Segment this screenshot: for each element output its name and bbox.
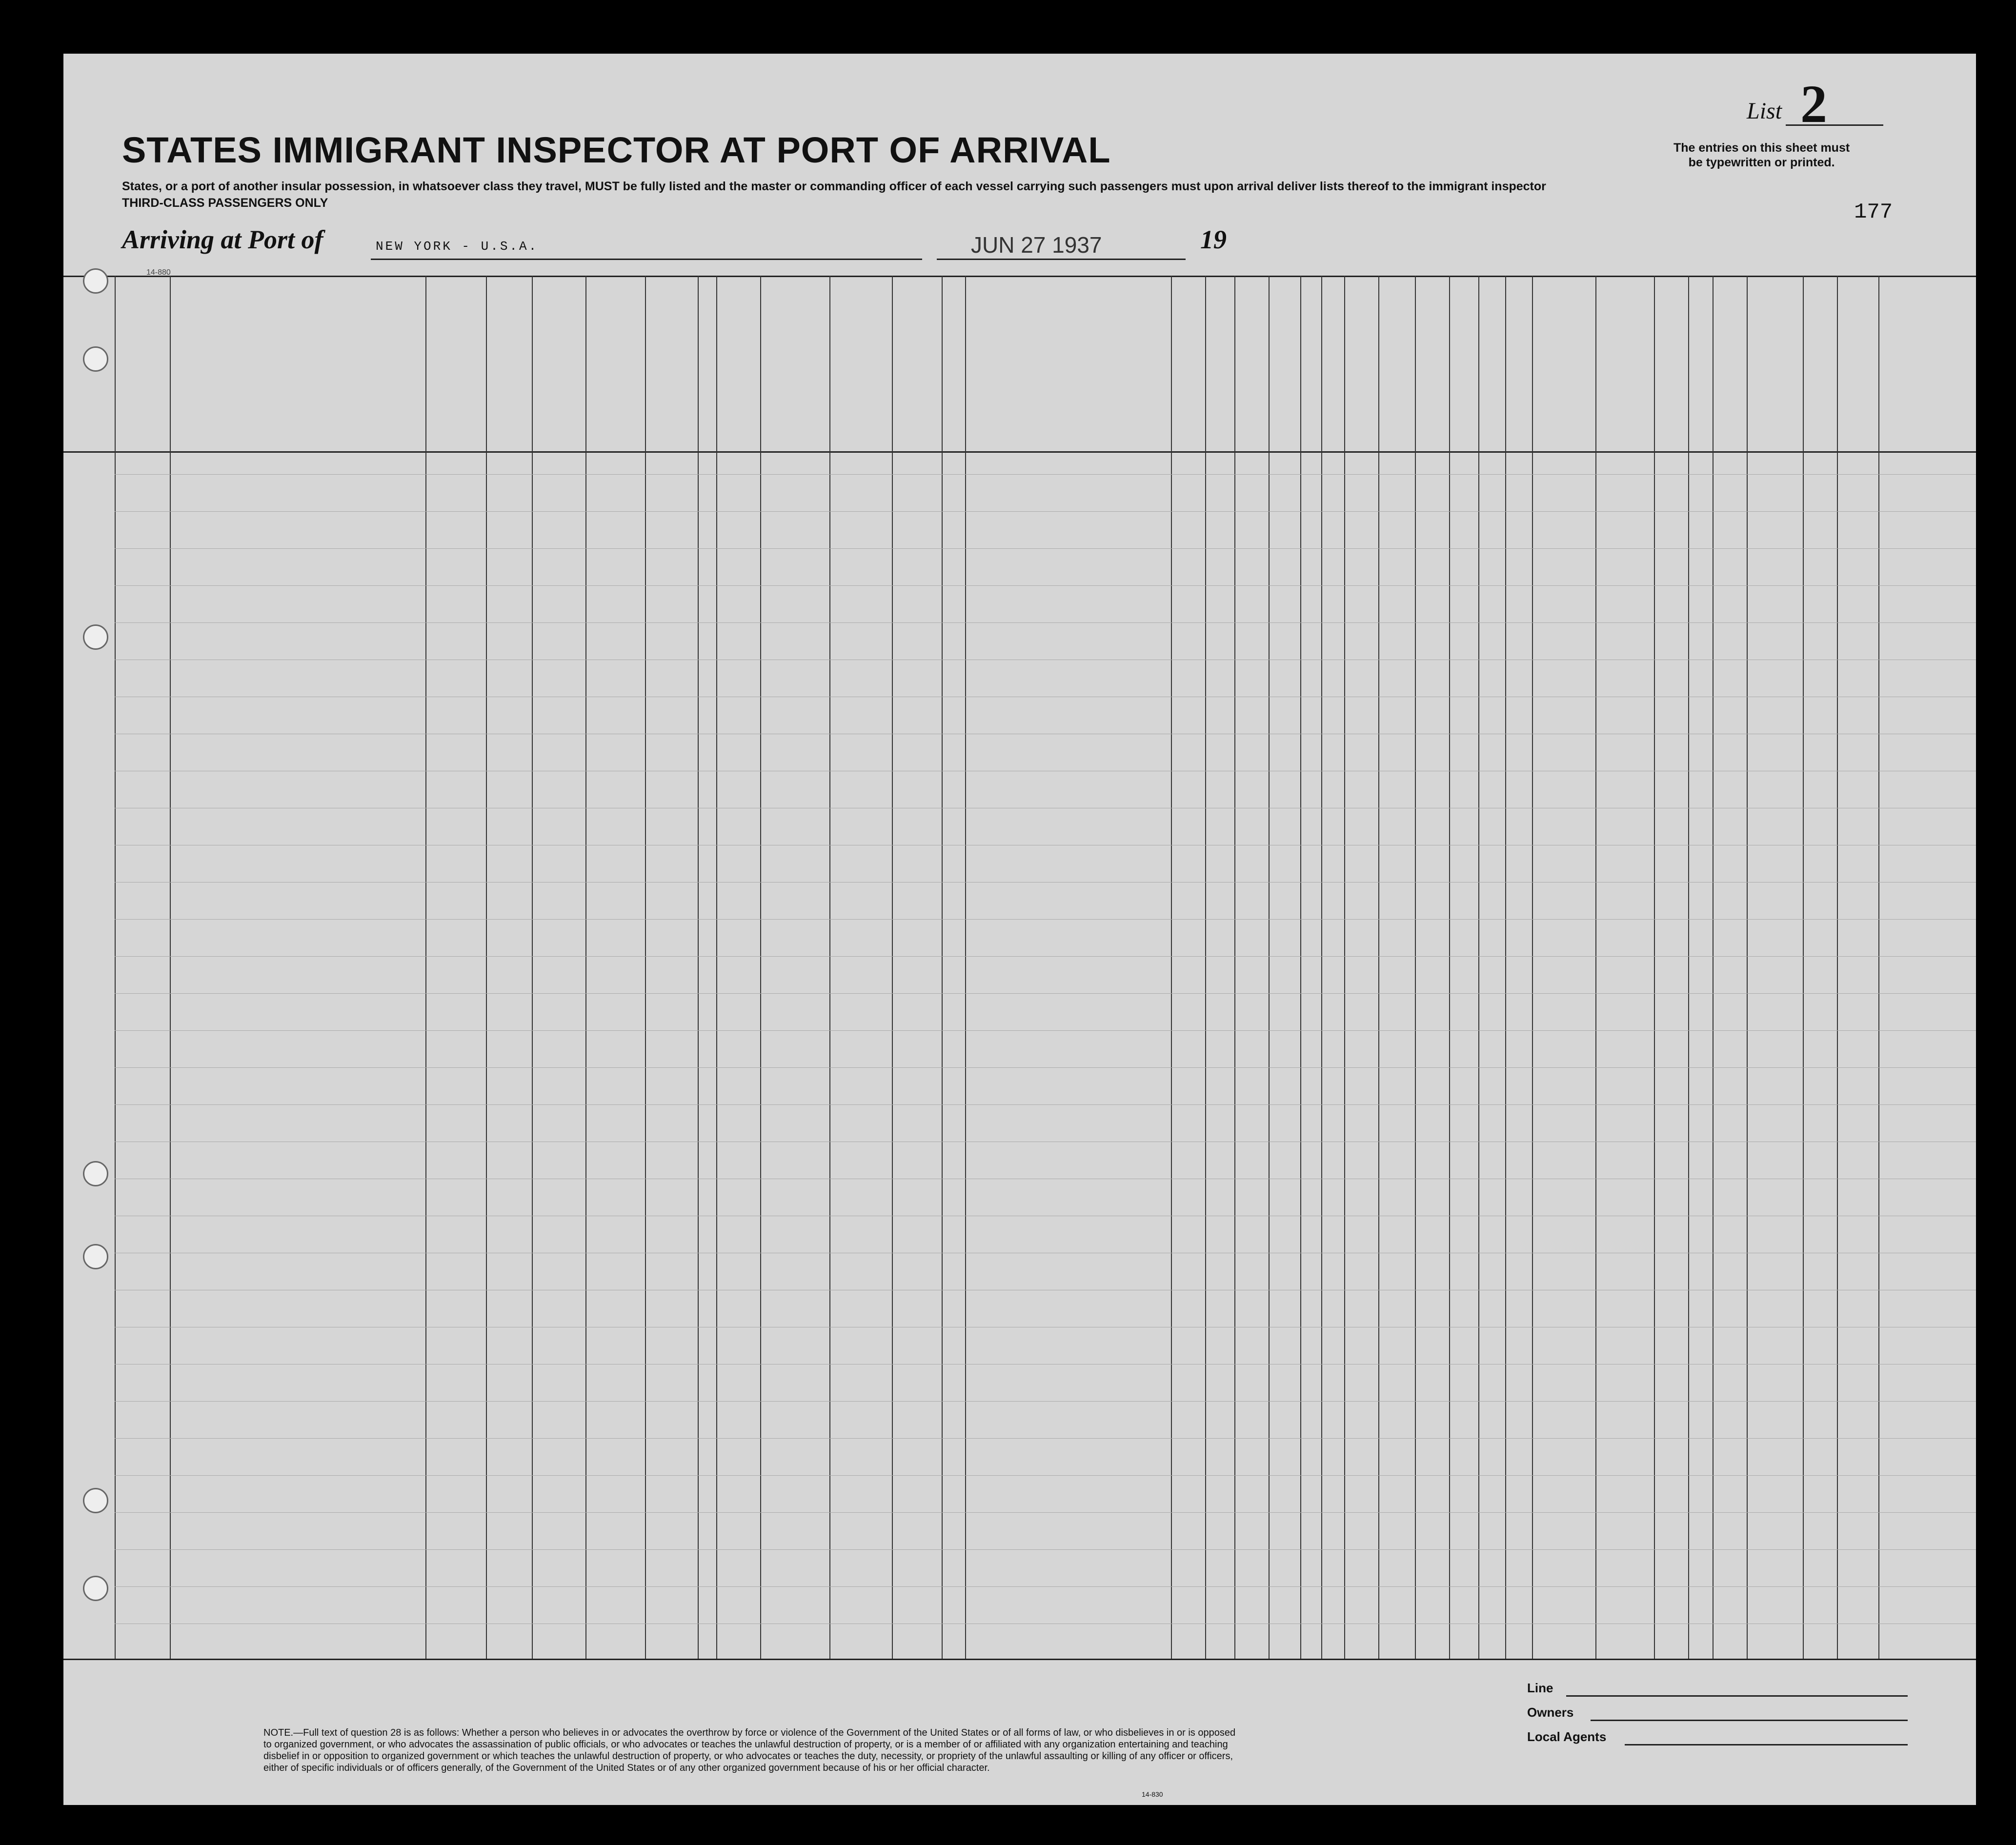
arriving-label: Arriving at Port of	[122, 225, 323, 254]
column-divider	[585, 276, 586, 1659]
column-divider	[425, 276, 426, 1659]
row-rule	[115, 1401, 1976, 1402]
column-divider	[486, 276, 487, 1659]
grid-header-line	[63, 451, 1976, 453]
punch-hole	[83, 1244, 108, 1269]
manifest-sheet	[63, 54, 1976, 1805]
column-divider	[1344, 276, 1345, 1659]
column-divider	[170, 276, 171, 1659]
row-rule	[115, 956, 1976, 957]
column-divider	[1713, 276, 1714, 1659]
column-divider	[892, 276, 893, 1659]
punch-hole	[83, 1488, 108, 1513]
column-divider	[1234, 276, 1235, 1659]
row-rule	[115, 622, 1976, 623]
row-rule	[115, 1438, 1976, 1439]
row-rule	[115, 1104, 1976, 1105]
punch-hole	[83, 268, 108, 294]
column-divider	[1300, 276, 1301, 1659]
column-divider	[1532, 276, 1533, 1659]
row-rule	[115, 1475, 1976, 1476]
date-stamp: JUN 27 1937	[971, 232, 1102, 258]
column-divider	[532, 276, 533, 1659]
column-divider	[1505, 276, 1506, 1659]
column-divider	[698, 276, 699, 1659]
column-divider	[1171, 276, 1172, 1659]
punch-hole	[83, 1161, 108, 1186]
column-divider	[1688, 276, 1689, 1659]
column-divider	[1878, 276, 1879, 1659]
column-divider	[1837, 276, 1838, 1659]
list-number: 2	[1800, 74, 1827, 134]
row-rule	[115, 585, 1976, 586]
list-label: List	[1747, 98, 1782, 124]
column-divider	[1449, 276, 1450, 1659]
line-label: Line	[1527, 1681, 1553, 1695]
entries-note: The entries on this sheet must be typewritten or printed.	[1673, 141, 1850, 169]
row-rule	[115, 474, 1976, 475]
column-divider	[1478, 276, 1479, 1659]
column-divider	[942, 276, 943, 1659]
column-divider	[760, 276, 761, 1659]
row-rule	[115, 1067, 1976, 1068]
row-rule	[115, 1549, 1976, 1550]
column-divider	[1269, 276, 1270, 1659]
column-divider	[1595, 276, 1596, 1659]
row-rule	[115, 993, 1976, 994]
column-divider	[965, 276, 966, 1659]
column-divider	[829, 276, 830, 1659]
row-rule	[115, 1030, 1976, 1031]
column-divider	[716, 276, 717, 1659]
column-divider	[1415, 276, 1416, 1659]
grid-top-line	[63, 276, 1976, 277]
owners-label: Owners	[1527, 1705, 1574, 1720]
column-divider	[1321, 276, 1322, 1659]
column-divider	[645, 276, 646, 1659]
form-code: 14-880	[146, 268, 171, 277]
row-rule	[115, 1586, 1976, 1587]
column-divider	[1205, 276, 1206, 1659]
column-divider	[1803, 276, 1804, 1659]
row-rule	[115, 548, 1976, 549]
page-number: 177	[1854, 200, 1893, 224]
year-label: 19	[1200, 225, 1227, 254]
row-rule	[115, 511, 1976, 512]
page-title: STATES IMMIGRANT INSPECTOR AT PORT OF ARRIVAL	[122, 130, 1111, 170]
grid-bottom-line	[63, 1659, 1976, 1660]
column-divider	[115, 276, 116, 1659]
port-value: NEW YORK - U.S.A.	[376, 239, 539, 254]
punch-hole	[83, 1576, 108, 1601]
column-divider	[1747, 276, 1748, 1659]
column-divider	[1378, 276, 1379, 1659]
local-agents-label: Local Agents	[1527, 1729, 1607, 1744]
column-divider	[1654, 276, 1655, 1659]
punch-hole	[83, 624, 108, 650]
footer-note: NOTE.—Full text of question 28 is as follows: Whether a person who believes in or advocates the overthrow by force or violence of the Government of the United States or of all forms of law, or who disbelieves in or is opposed to organized government, or who advocates the assassination of public officials, or who advocates or teaches the unlawful destruction of property, or is a member of or affiliated with any organization entertaining and teaching disbelief in or opposition to organized government or which teaches the unlawful destruction of property, or who advocates or teaches the duty, necessity, or propriety of the unlawful assaulting or killing of any officer or officers, either of specific individuals or of officers generally, of the Government of the United States or of any other organized government because of his or her official character.	[263, 1727, 1236, 1773]
row-rule	[115, 1512, 1976, 1513]
form-number: 14-830	[1142, 1790, 1163, 1798]
header-class: THIRD-CLASS PASSENGERS ONLY	[122, 196, 328, 210]
header-instructions: States, or a port of another insular possession, in whatsoever class they travel, MUST be fully listed and the master or commanding officer of each vessel carrying such passengers must upon arrival deliver lists thereof to the immigrant inspector	[122, 180, 1546, 193]
punch-hole	[83, 346, 108, 372]
row-rule	[115, 919, 1976, 920]
